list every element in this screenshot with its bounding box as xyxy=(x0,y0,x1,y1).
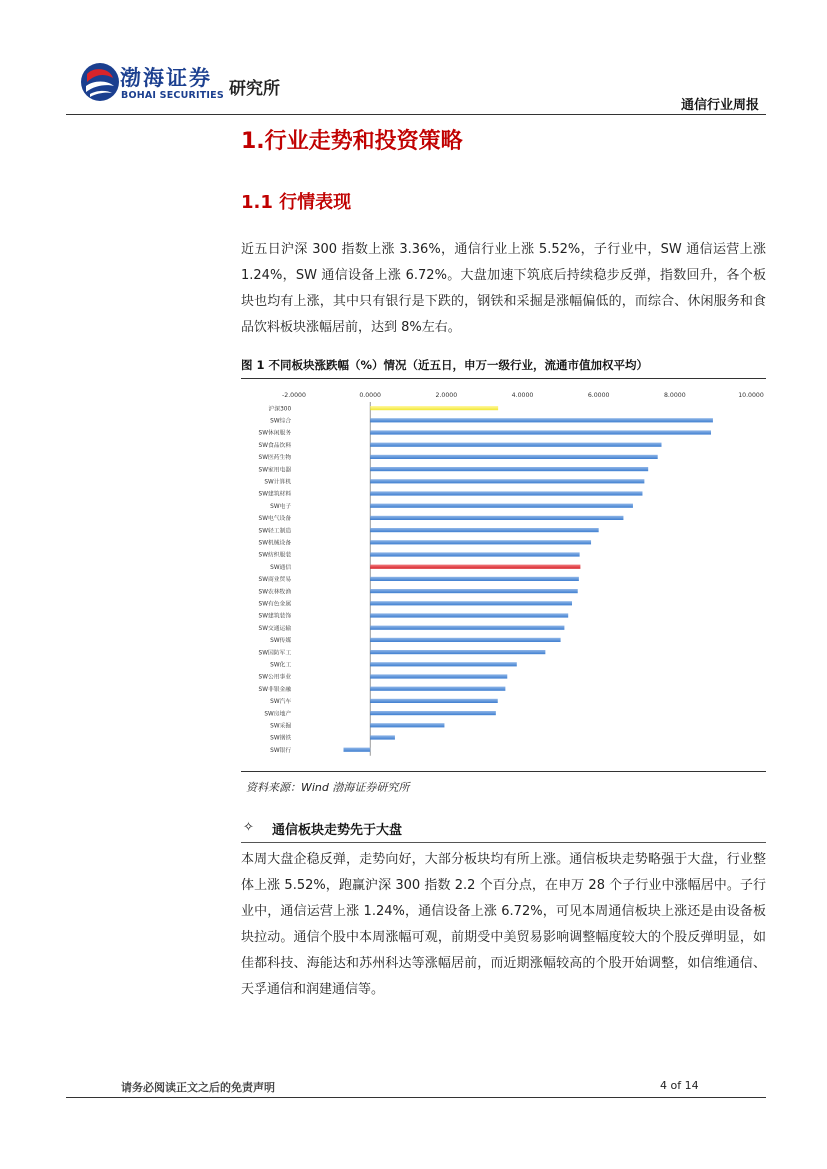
bar xyxy=(370,443,661,447)
bar xyxy=(370,650,545,654)
x-tick-label: 4.0000 xyxy=(511,392,534,399)
footer-disclaimer: 请务必阅读正文之后的免责声明 xyxy=(121,1081,275,1094)
bar xyxy=(370,479,644,483)
bar xyxy=(370,662,517,666)
category-label: SW通信 xyxy=(270,564,292,571)
category-label: SW公用事业 xyxy=(258,674,292,681)
bar xyxy=(370,552,579,556)
subsection-title: 1.1 行情表现 xyxy=(241,192,352,213)
figure-title: 图 1 不同板块涨跌幅（%）情况（近五日，申万一级行业，流通市值加权平均） xyxy=(241,358,649,372)
telecom-analysis-paragraph: 本周大盘企稳反弹，走势向好，大部分板块均有所上涨。通信板块走势略强于大盘，行业整体上涨 5.52%，跑赢沪深 300 指数 2.2 个百分点，在申万 28 个子行业中涨幅居中。子行业中，通信运营上涨 1.24%，通信设备上涨 6.72%，可见本周通信板块上涨还是由设备板块拉动。通信个股中本周涨幅可观，前期受中美贸易影响调整幅度较大的个股反弹明显，如佳都科技、海能达和苏州科达等涨幅居前，而近期涨幅较高的个股开始调整，如信维通信、天孚通信和润建通信等。 xyxy=(241,852,766,997)
category-label: SW交通运输 xyxy=(258,625,292,632)
x-tick-label: 6.0000 xyxy=(587,392,610,399)
category-label: SW银行 xyxy=(270,747,292,754)
header-divider xyxy=(66,114,766,115)
category-label: SW农林牧渔 xyxy=(258,589,292,596)
x-tick-label: 10.0000 xyxy=(738,392,764,399)
category-label: SW建筑装饰 xyxy=(258,613,292,620)
section-title: 1.行业走势和投资策略 xyxy=(241,129,463,154)
bar xyxy=(370,491,642,495)
bar xyxy=(370,540,591,544)
bar xyxy=(370,418,713,422)
category-label: SW传媒 xyxy=(270,638,292,645)
sector-change-bar-chart xyxy=(241,382,766,770)
category-label: SW电气设备 xyxy=(258,516,292,523)
bar xyxy=(370,577,579,581)
subsection-divider xyxy=(241,842,766,843)
category-label: 沪深300 xyxy=(268,406,292,413)
bar xyxy=(370,735,395,739)
category-label: SW采掘 xyxy=(270,723,292,730)
category-label: SW建筑材料 xyxy=(258,491,292,498)
institute-label: 研究所 xyxy=(229,79,280,99)
category-label: SW纺织服装 xyxy=(258,552,292,559)
bar xyxy=(370,699,498,703)
bar xyxy=(370,626,564,630)
category-label: SW有色金属 xyxy=(258,601,292,608)
category-label: SW机械设备 xyxy=(258,540,292,547)
category-label: SW钢铁 xyxy=(270,735,292,742)
market-summary-paragraph: 近五日沪深 300 指数上涨 3.36%，通信行业上涨 5.52%，子行业中，SW 通信运营上涨 1.24%，SW 通信设备上涨 6.72%。大盘加速下筑底后持续稳步反弹，指数回升，各个板块也均有上涨，其中只有银行是下跌的，钢铁和采掘是涨幅偏低的，而综合、休闲服务和食品饮料板块涨幅居前，达到 8%左右。 xyxy=(241,242,766,335)
bar xyxy=(370,589,578,593)
figure-source: 资料来源：Wind 渤海证券研究所 xyxy=(246,781,410,794)
x-tick-label: 2.0000 xyxy=(435,392,458,399)
category-label: SW休闲服务 xyxy=(258,430,292,437)
bar xyxy=(344,748,371,752)
figure-bottom-divider xyxy=(241,771,766,772)
x-tick-label: -2.0000 xyxy=(282,392,306,399)
bar xyxy=(370,528,599,532)
report-type-label: 通信行业周报 xyxy=(680,98,759,113)
bar xyxy=(370,638,560,642)
category-label: SW国防军工 xyxy=(258,650,292,657)
category-label: SW食品饮料 xyxy=(258,442,292,449)
bohai-logo-icon xyxy=(80,62,120,102)
page-number: 4 of 14 xyxy=(660,1079,699,1092)
category-label: SW化工 xyxy=(270,662,292,669)
bar xyxy=(370,711,496,715)
category-label: SW医药生物 xyxy=(258,455,292,462)
bar xyxy=(370,406,498,410)
category-label: SW计算机 xyxy=(264,479,292,486)
footer-divider xyxy=(66,1097,766,1098)
x-tick-label: 0.0000 xyxy=(359,392,381,399)
category-label: SW电子 xyxy=(270,503,292,510)
subsection-heading: 通信板块走势先于大盘 xyxy=(272,823,403,838)
category-label: SW商业贸易 xyxy=(258,577,292,584)
bar xyxy=(370,516,623,520)
figure-top-divider xyxy=(241,378,766,379)
bar xyxy=(370,687,505,691)
bar xyxy=(370,565,580,569)
category-label: SW非银金融 xyxy=(258,686,292,693)
bar xyxy=(370,601,572,605)
bar xyxy=(370,455,658,459)
bar xyxy=(370,430,711,434)
category-label: SW轻工制造 xyxy=(258,528,292,535)
bar xyxy=(370,723,444,727)
category-label: SW家用电器 xyxy=(258,467,292,474)
bar xyxy=(370,467,648,471)
brand-name-en: BOHAI SECURITIES xyxy=(121,90,224,101)
category-label: SW综合 xyxy=(270,418,292,425)
category-label: SW汽车 xyxy=(270,699,292,706)
bar xyxy=(370,674,507,678)
category-label: SW房地产 xyxy=(264,711,292,718)
brand-name-cn: 渤海证券 xyxy=(120,66,212,90)
x-tick-label: 8.0000 xyxy=(664,392,686,399)
bar xyxy=(370,613,568,617)
diamond-bullet-icon: ✧ xyxy=(243,820,254,835)
bar xyxy=(370,504,633,508)
